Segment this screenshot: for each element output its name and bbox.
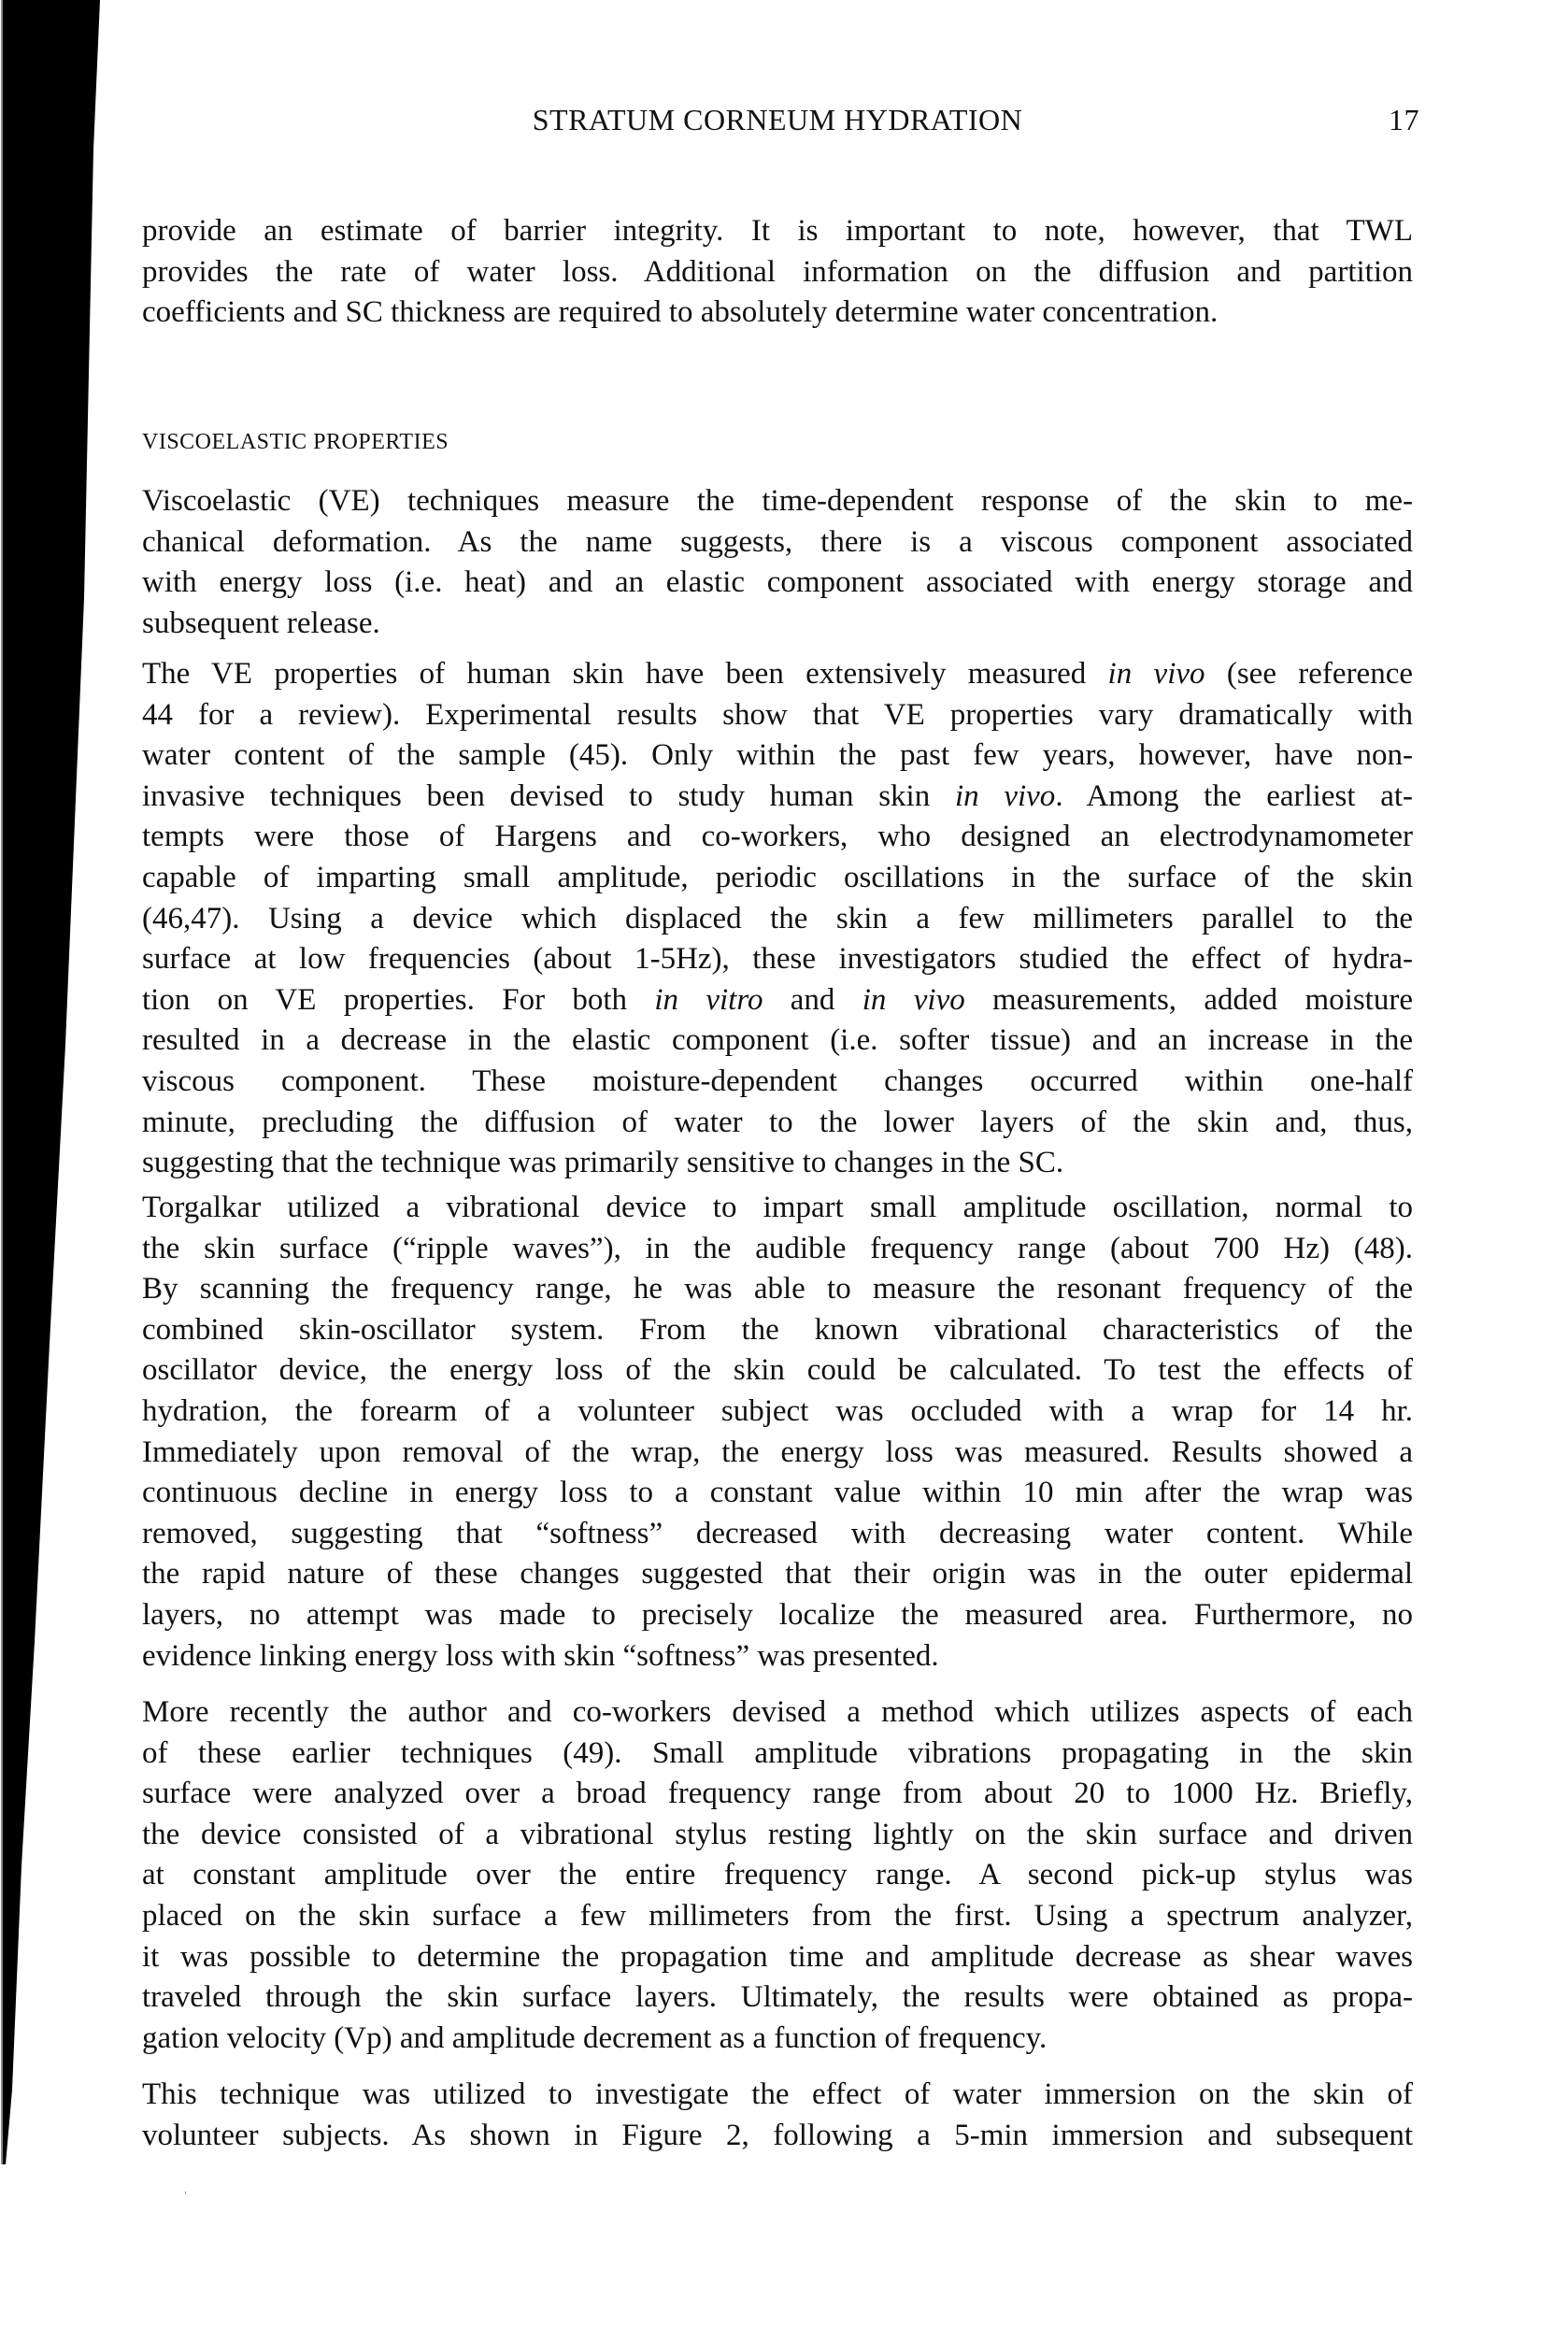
text-line: gation velocity (Vp) and amplitude decrement as a function of frequency. — [142, 2020, 1048, 2055]
text-line: surface at low frequencies (about 1-5Hz), these investigators studied the effect of hydra- — [142, 942, 1413, 977]
text-line: Viscoelastic (VE) techniques measure the time-dependent response of the skin to me- — [142, 484, 1413, 518]
binding-shadow-shape — [3, 0, 100, 2164]
italic-term: in vivo — [862, 982, 965, 1017]
text-segment: invasive techniques been devised to study human skin — [142, 778, 955, 813]
text-line: coefficients and SC thickness are required to absolutely determine water concentration. — [142, 295, 1219, 330]
text-line: surface were analyzed over a broad frequency range from about 20 to 1000 Hz. Briefly, — [142, 1777, 1413, 1811]
paragraph — [142, 2075, 1413, 2156]
text-line: More recently the author and co-workers devised a method which utilizes aspects of each — [142, 1695, 1413, 1729]
text-line: water content of the sample (45). Only within the past few years, however, have non- — [142, 738, 1413, 773]
text-segment: . Among the earliest at- — [1055, 778, 1414, 813]
text-line: the skin surface (“ripple waves”), in the audible frequency range (about 700 Hz) (48). — [142, 1231, 1413, 1265]
running-title: STRATUM CORNEUM HYDRATION — [532, 103, 1023, 136]
text-segment: The VE properties of human skin have been extensively measured — [142, 657, 1108, 691]
text-line: resulted in a decrease in the elastic component (i.e. softer tissue) and an increase in the — [142, 1023, 1413, 1058]
text-line: provide an estimate of barrier integrity. It is important to note, however, that TWL — [142, 214, 1413, 248]
text-line: chanical deformation. As the name suggests, there is a viscous component associated — [142, 524, 1413, 559]
text-line: tempts were those of Hargens and co-workers, who designed an electrodynamometer — [142, 820, 1413, 854]
text-line: layers, no attempt was made to precisely localize the measured area. Furthermore, no — [142, 1597, 1413, 1632]
text-line: provides the rate of water loss. Additional information on the diffusion and partition — [142, 254, 1413, 289]
text-line: traveled through the skin surface layers. Ultimately, the results were obtained as propa- — [142, 1980, 1413, 2015]
scan-speck — [185, 2191, 186, 2194]
text-line: This technique was utilized to investigate the effect of water immersion on the skin of — [142, 2077, 1413, 2111]
text-line: viscous component. These moisture-dependent changes occurred within one-half — [142, 1063, 1413, 1098]
text-line: the rapid nature of these changes suggested that their origin was in the outer epidermal — [142, 1557, 1413, 1592]
text-line — [142, 654, 1413, 695]
paragraph — [142, 1188, 1413, 1677]
italic-term: in vitro — [654, 982, 763, 1017]
text-line: Immediately upon removal of the wrap, the energy loss was measured. Results showed a — [142, 1435, 1413, 1469]
paragraph — [142, 481, 1413, 644]
text-segment: measurements, added moisture — [964, 982, 1413, 1017]
text-line: oscillator device, the energy loss of the skin could be calculated. To test the effects of — [142, 1353, 1413, 1388]
text-line — [142, 777, 1413, 818]
text-line: 44 for a review). Experimental results show that VE properties vary dramatically with — [142, 697, 1413, 732]
italic-term: in vivo — [1107, 657, 1205, 691]
paragraph — [142, 211, 1413, 334]
text-line: with energy loss (i.e. heat) and an elastic component associated with energy storage and — [142, 565, 1413, 600]
text-line: removed, suggesting that “softness” decreased with decreasing water content. While — [142, 1516, 1413, 1550]
text-line: at constant amplitude over the entire frequency range. A second pick-up stylus was — [142, 1858, 1413, 1892]
text-line: it was possible to determine the propagation time and amplitude decrease as shear waves — [142, 1939, 1413, 1974]
text-line: By scanning the frequency range, he was able to measure the resonant frequency of the — [142, 1272, 1413, 1306]
italic-term: in vivo — [954, 778, 1056, 813]
text-segment: (see reference — [1205, 657, 1413, 691]
text-line: suggesting that the technique was primarily sensitive to changes in the SC. — [142, 1146, 1064, 1180]
text-segment: and — [763, 982, 862, 1017]
text-line: (46,47). Using a device which displaced the skin a few millimeters parallel to the — [142, 901, 1413, 935]
text-segment: tion on VE properties. For both — [142, 982, 655, 1017]
paragraph — [142, 654, 1413, 1184]
text-line: combined skin-oscillator system. From the known vibrational characteristics of the — [142, 1312, 1413, 1347]
text-line: evidence linking energy loss with skin “softness” was presented. — [142, 1638, 939, 1673]
paragraph — [142, 1692, 1413, 2059]
text-line: minute, precluding the diffusion of water to the lower layers of the skin and, thus, — [142, 1105, 1413, 1139]
text-line: hydration, the forearm of a volunteer subject was occluded with a wrap for 14 hr. — [142, 1393, 1413, 1428]
text-line: placed on the skin surface a few millimeters from the first. Using a spectrum analyzer, — [142, 1898, 1413, 1933]
text-line — [142, 980, 1413, 1021]
text-line: continuous decline in energy loss to a constant value within 10 min after the wrap was — [142, 1476, 1413, 1510]
text-line: subsequent release. — [142, 606, 380, 640]
page-number: 17 — [1389, 103, 1419, 136]
section-heading: VISCOELASTIC PROPERTIES — [142, 430, 449, 454]
text-line: the device consisted of a vibrational stylus resting lightly on the skin surface and driven — [142, 1817, 1413, 1851]
text-line: Torgalkar utilized a vibrational device to impart small amplitude oscillation, normal to — [142, 1191, 1413, 1224]
text-line: capable of imparting small amplitude, periodic oscillations in the surface of the skin — [142, 860, 1413, 894]
text-line: volunteer subjects. As shown in Figure 2, following a 5-min immersion and subsequent — [142, 2118, 1413, 2152]
text-line: of these earlier techniques (49). Small amplitude vibrations propagating in the skin — [142, 1735, 1413, 1770]
